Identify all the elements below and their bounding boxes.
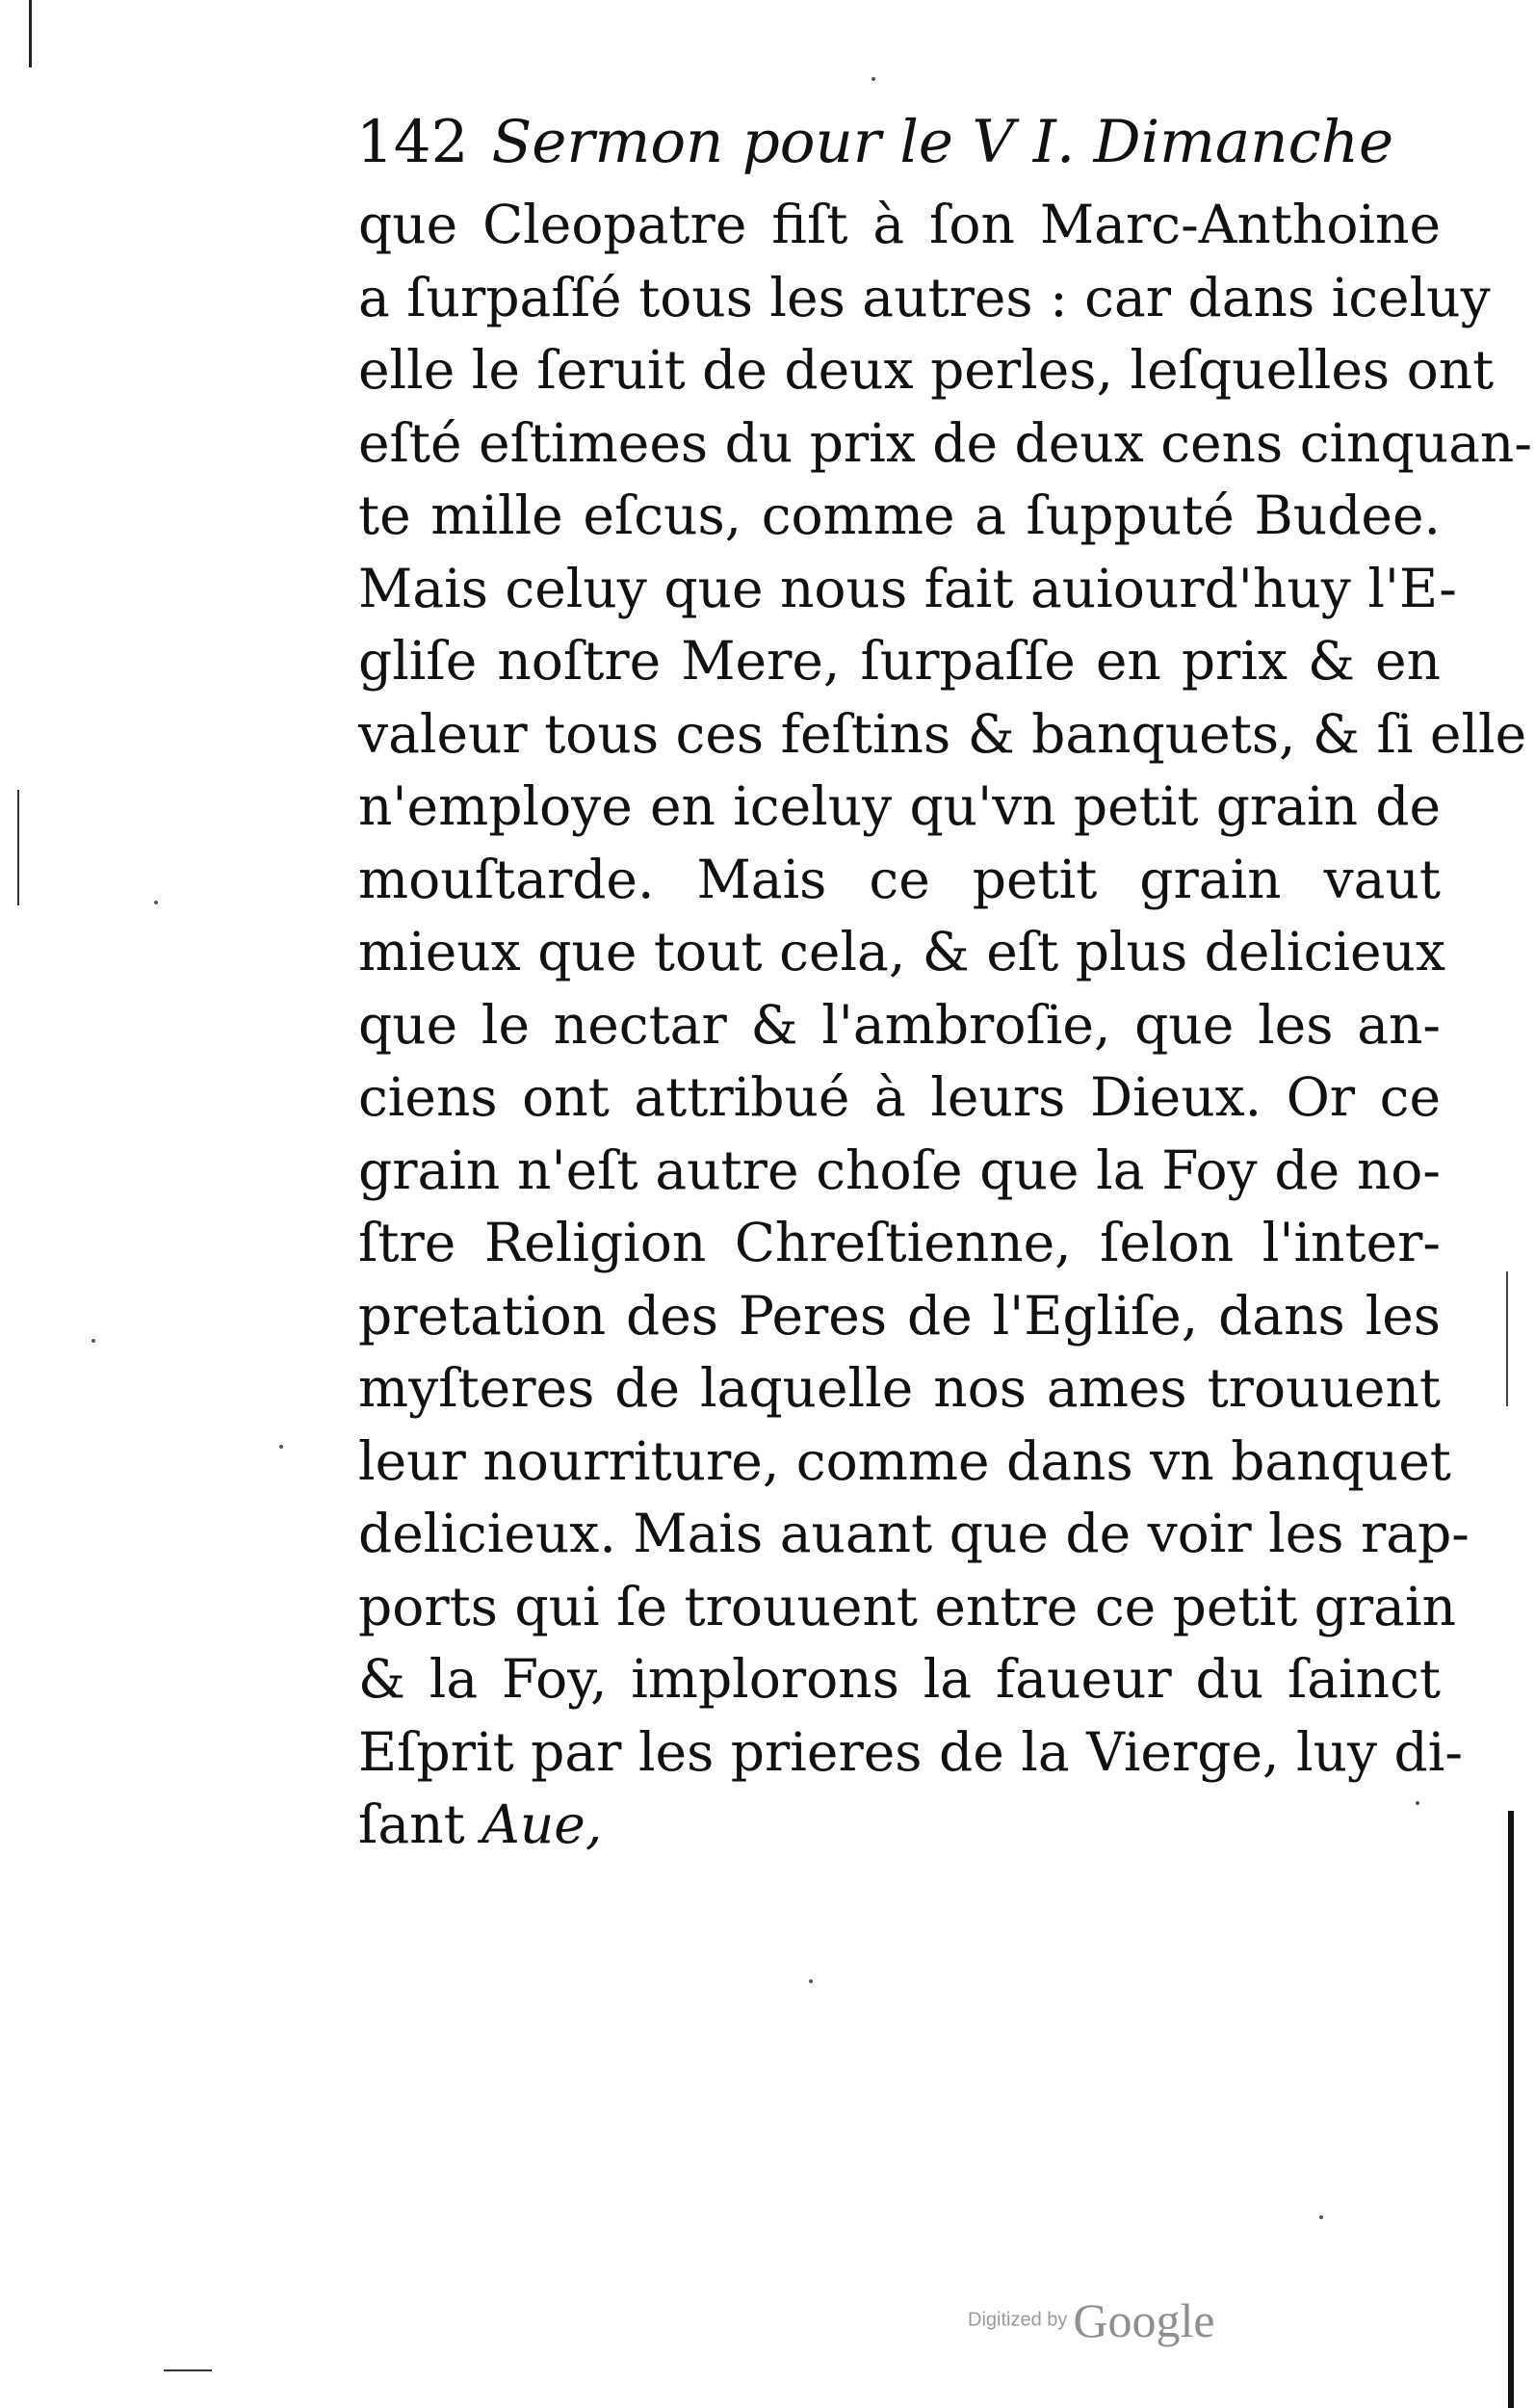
text-line: gliſe noſtre Mere, ſurpaſſe en prix & en xyxy=(358,630,1441,692)
text-line: grain n'eſt autre choſe que la Foy de no- xyxy=(358,1139,1441,1201)
ink-speck xyxy=(809,1979,813,1983)
scan-edge-mark-top-left xyxy=(29,0,32,67)
running-title: Sermon pour le V I. Dimanche xyxy=(491,108,1394,176)
digitized-watermark xyxy=(968,2292,1295,2350)
text-line-last xyxy=(358,1789,1441,1862)
last-line-text: ſant xyxy=(358,1793,465,1855)
text-line: eſté eſtimees du prix de deux cens cinquan- xyxy=(358,411,1532,474)
text-line: ſtre Religion Chreſtienne, ſelon l'inter- xyxy=(358,1212,1441,1273)
text-line: elle le ſeruit de deux perles, leſquelles ont xyxy=(358,339,1495,401)
text-line: mouſtarde. Mais ce petit grain vaut xyxy=(358,848,1441,910)
text-line: & la Foy, implorons la faueur du ſainct xyxy=(358,1648,1441,1710)
text-line: que le nectar & l'ambroſie, que les an- xyxy=(358,993,1441,1056)
watermark-prefix: Digitized by xyxy=(968,2309,1068,2331)
watermark-brand: Google xyxy=(1073,2293,1215,2347)
text-line: valeur tous ces feſtins & banquets, & ſi elle xyxy=(358,702,1527,765)
scan-edge-mark-left xyxy=(17,790,19,905)
text-line: myſteres de laquelle nos ames trouuent xyxy=(358,1357,1441,1419)
ink-speck xyxy=(279,1445,283,1449)
text-line: pretation des Peres de l'Egliſe, dans les xyxy=(358,1284,1441,1347)
text-line: delicieux. Mais auant que de voir les rap- xyxy=(358,1503,1470,1564)
text-line: leur nourriture, comme dans vn banquet xyxy=(358,1429,1451,1492)
text-line: ports qui ſe trouuent entre ce petit grain xyxy=(358,1575,1456,1637)
text-line: mieux que tout cela, & eſt plus delicieux xyxy=(358,921,1445,982)
text-line: que Cleopatre fiſt à ſon Marc-Anthoine xyxy=(358,194,1441,255)
ink-speck xyxy=(1416,1801,1419,1805)
text-line: te mille eſcus, comme a ſupputé Budee. xyxy=(358,484,1441,546)
text-line: ciens ont attribué à leurs Dieux. Or ce xyxy=(358,1066,1441,1128)
ink-speck xyxy=(1319,2215,1323,2219)
italic-word-aue: Aue, xyxy=(481,1793,603,1855)
text-line: Eſprit par les prieres de la Vierge, luy di- xyxy=(358,1720,1463,1783)
scan-edge-mark-bottom xyxy=(164,2369,212,2371)
page-number: 142 xyxy=(356,108,469,176)
ink-speck xyxy=(872,77,875,81)
scan-edge-mark-right xyxy=(1508,1811,1514,2408)
body-text xyxy=(358,189,1532,1862)
scan-edge-mark-right-mid xyxy=(1506,1271,1508,1406)
page-header xyxy=(356,104,1435,181)
text-line: n'employe en iceluy qu'vn petit grain de xyxy=(358,775,1441,837)
ink-speck xyxy=(154,901,158,904)
text-line: a ſurpaſſé tous les autres : car dans iceluy xyxy=(358,266,1491,328)
text-line: Mais celuy que nous fait auiourd'huy l'E- xyxy=(358,557,1457,619)
ink-speck xyxy=(91,1339,95,1343)
